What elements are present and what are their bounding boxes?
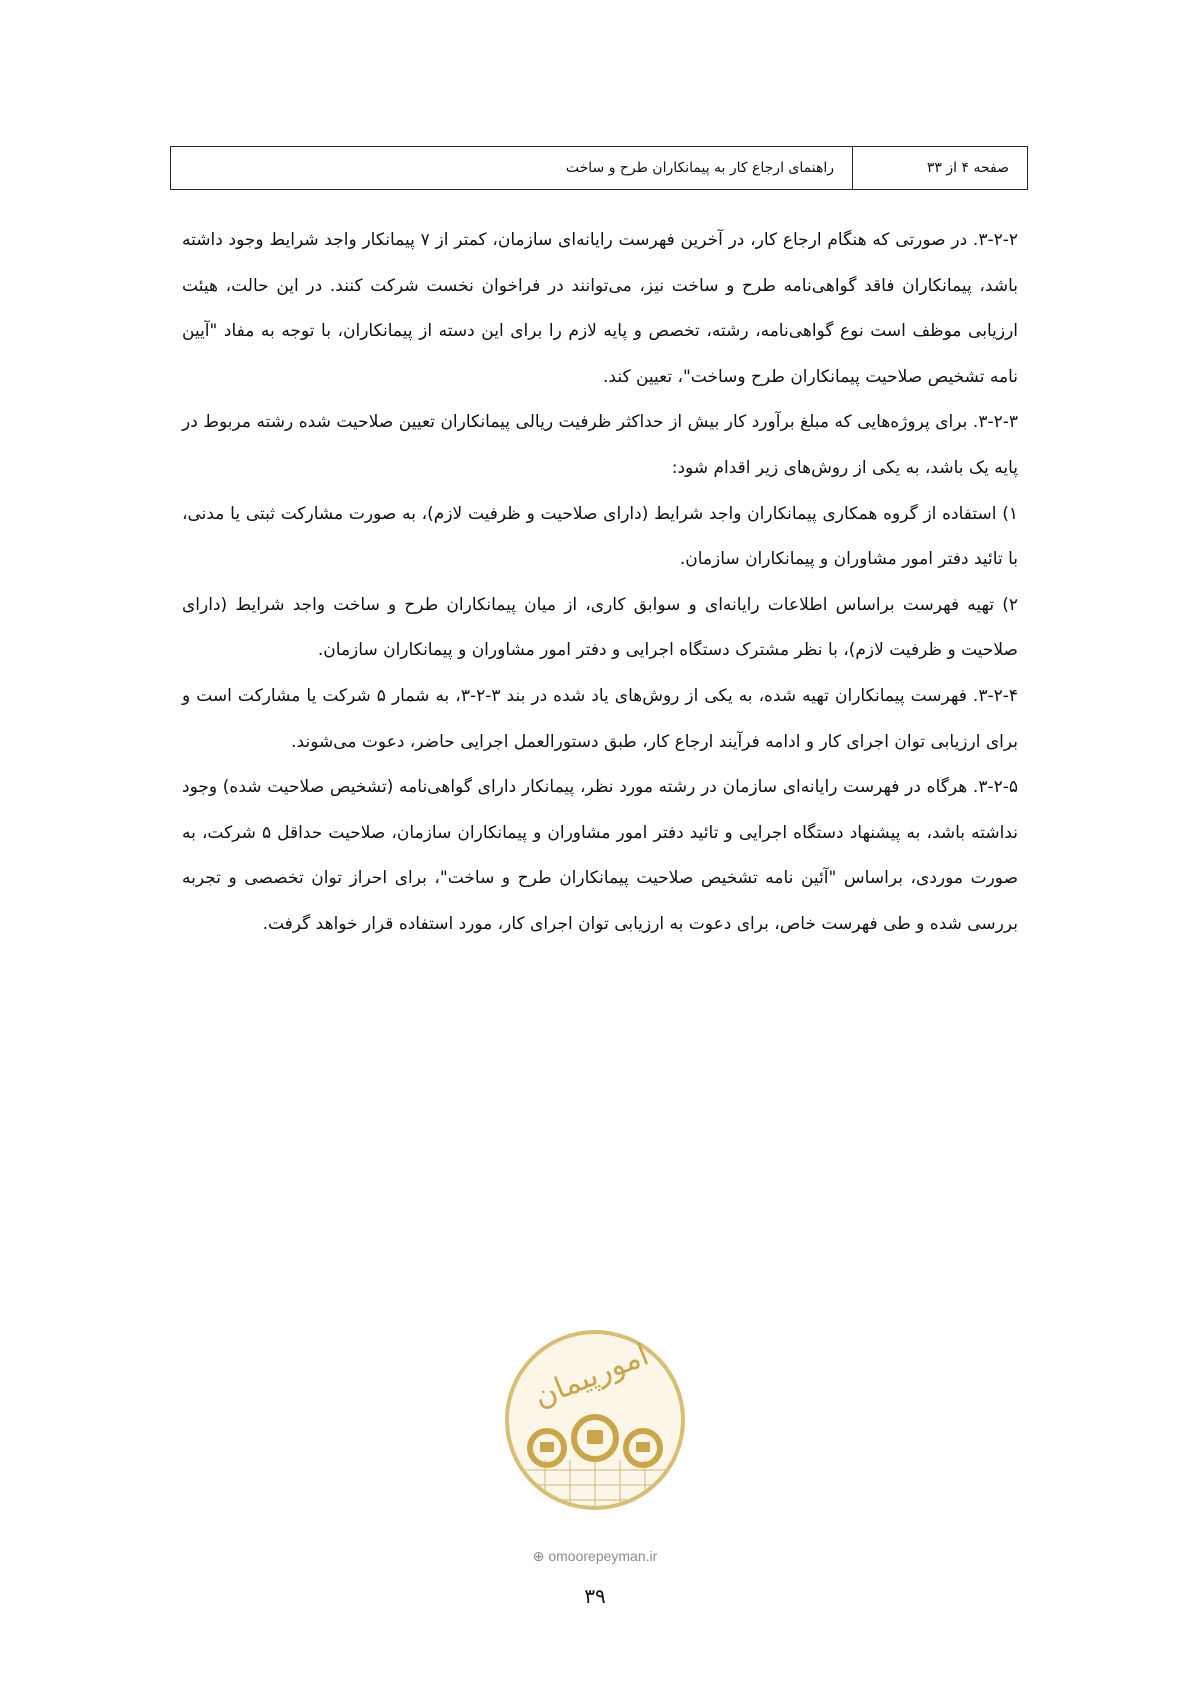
list-item-1: ۱) استفاده از گروه همکاری پیمانکاران واجد شرایط (دارای صلاحیت و ظرفیت لازم)، به صورت مشارکت ثبتی یا مدنی، با تائید دفتر امور مشاوران و پیمانکاران سازمان. xyxy=(182,503,1018,570)
paragraph-3-2-2: ۳-۲-۲. در صورتی که هنگام ارجاع کار، در آخرین فهرست رایانه‌ای سازمان، کمتر از ۷ پیمانکار واجد شرایط وجود داشته باشد، پیمانکاران فاقد گواهی‌نامه طرح و ساخت نیز، می‌توانند در فراخوان نخست شرکت کنند. در این حالت، هیئت ارزیابی موظف است نوع گواهی‌نامه، رشته، تخصص و پایه لازم را برای این دسته از پیمانکاران، با توجه به مفاد "آیین نامه تشخیص صلاحیت پیمانکاران طرح وساخت"، تعیین کند. xyxy=(182,230,1018,387)
paragraph-3-2-4: ۳-۲-۴. فهرست پیمانکاران تهیه شده، به یکی از روش‌های یاد شده در بند ۳-۲-۳، به شمار ۵ شرکت یا مشارکت است و برای ارزیابی توان اجرای کار و ادامه فرآیند ارجاع کار، طبق دستورالعمل اجرایی حاضر، دعوت می‌شوند. xyxy=(182,685,1018,752)
page-number: ۳۹ xyxy=(584,1584,606,1608)
page-count-label: صفحه ۴ از ۳۳ xyxy=(852,147,1027,189)
paragraph-3-2-3: ۳-۲-۳. برای پروژه‌هایی که مبلغ برآورد کار بیش از حداکثر ظرفیت ریالی پیمانکاران تعیین صلاحیت شده رشته مربوط در پایه یک باشد، به یکی از روش‌های زیر اقدام شود: xyxy=(182,412,1018,478)
document-title: راهنمای ارجاع کار به پیمانکاران طرح و ساخت xyxy=(565,160,834,176)
omoorepeyman-logo-icon xyxy=(495,1300,695,1550)
website-url-text: omoorepeyman.ir xyxy=(548,1548,658,1564)
svg-text:امورپیمان: امورپیمان xyxy=(529,1337,654,1415)
page-header xyxy=(170,146,1028,190)
body-text xyxy=(182,218,1018,948)
globe-icon: ⊕ xyxy=(532,1548,545,1564)
paragraph-3-2-5: ۳-۲-۵. هرگاه در فهرست رایانه‌ای سازمان در رشته مورد نظر، پیمانکار دارای گواهی‌نامه (تشخیص صلاحیت شده) وجود نداشته باشد، به پیشنهاد دستگاه اجرایی و تائید دفتر امور مشاوران و پیمانکاران سازمان، صلاحیت حداقل ۵ شرکت، به صورت موردی، براساس "آئین نامه تشخیص صلاحیت پیمانکاران طرح و ساخت"، برای احراز توان تخصصی و تجربه بررسی شده و طی فهرست خاص، برای دعوت به ارزیابی توان اجرای کار، مورد استفاده قرار خواهد گرفت. xyxy=(182,777,1018,934)
website-url xyxy=(495,1548,695,1565)
list-item-2: ۲) تهیه فهرست براساس اطلاعات رایانه‌ای و سوابق کاری، از میان پیمانکاران طرح و ساخت واجد شرایط (دارای صلاحیت و ظرفیت لازم)، با نظر مشترک دستگاه اجرایی و دفتر امور مشاوران و پیمانکاران سازمان. xyxy=(182,594,1018,661)
